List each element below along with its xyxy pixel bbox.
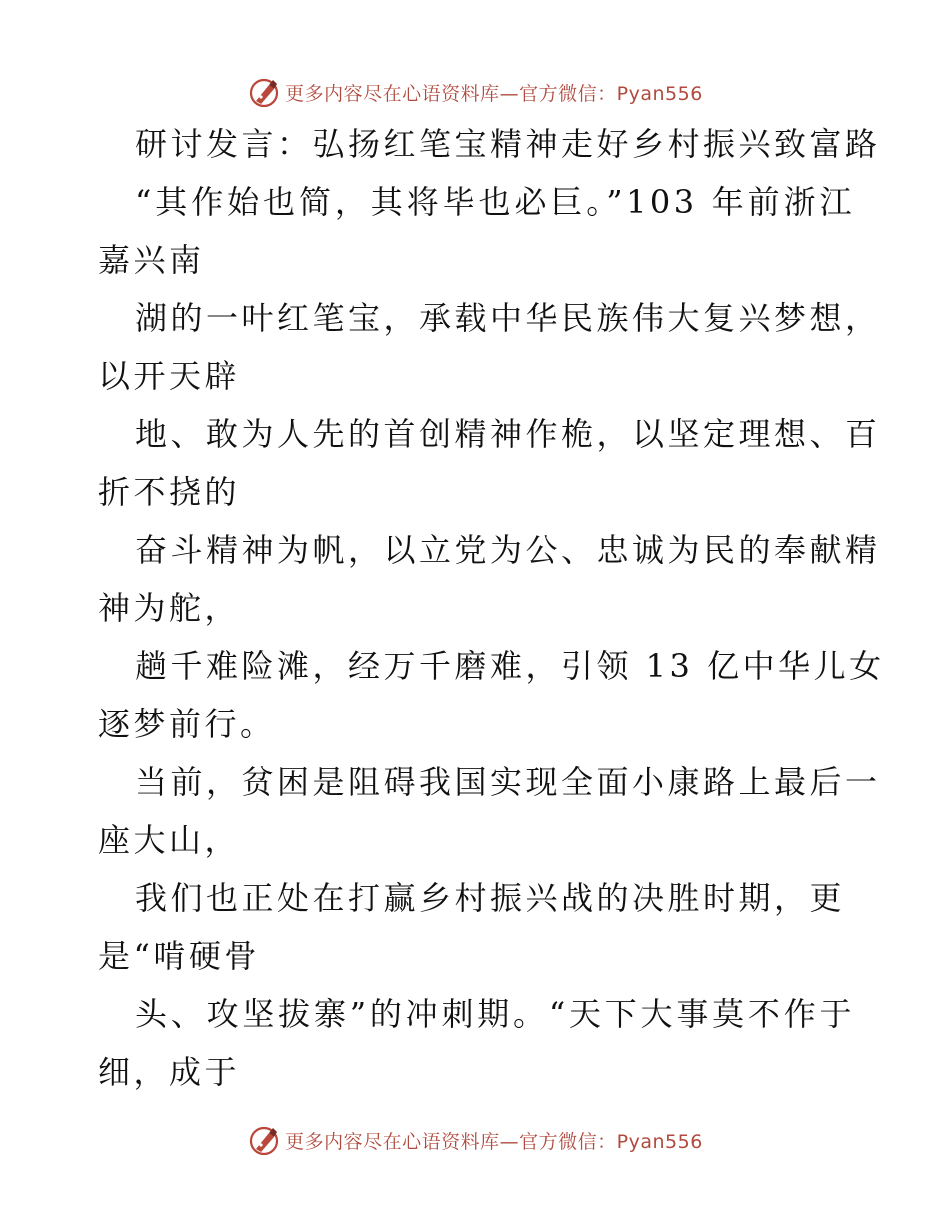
paragraph-line: 逐梦前行。 — [98, 705, 276, 743]
paragraph-line: 是“啃硬骨 — [98, 937, 260, 975]
header-banner-text: 更多内容尽在心语资料库—官方微信：Pyan556 — [285, 82, 703, 105]
paragraph-line: 趟千难险滩，经万千磨难，引领 13 亿中华儿女 — [135, 647, 885, 685]
paragraph-line: 折不挠的 — [98, 473, 241, 511]
red-fountain-pen-logo-icon — [247, 75, 281, 109]
paragraph-line: 嘉兴南 — [98, 241, 205, 279]
footer-banner — [0, 1120, 950, 1160]
paragraph-line: 座大山， — [98, 821, 241, 859]
paragraph-line: 细，成于 — [98, 1053, 241, 1091]
paragraph-line: 头、攻坚拔寨”的冲刺期。“天下大事莫不作于 — [135, 995, 855, 1033]
paragraph-line: 奋斗精神为帆，以立党为公、忠诚为民的奉献精 — [135, 531, 881, 569]
header-banner — [0, 72, 950, 112]
paragraph-line: 神为舵， — [98, 589, 241, 627]
paragraph-line: 以开天辟 — [98, 357, 241, 395]
document-title: 研讨发言：弘扬红笔宝精神走好乡村振兴致富路 — [135, 125, 881, 163]
paragraph-line: “其作始也简，其将毕也必巨。”103 年前浙江 — [135, 183, 855, 221]
paragraph-line: 当前，贫困是阻碍我国实现全面小康路上最后一 — [135, 763, 881, 801]
red-fountain-pen-logo-icon — [247, 1123, 281, 1157]
paragraph-line: 湖的一叶红笔宝，承载中华民族伟大复兴梦想， — [135, 299, 881, 337]
paragraph-line: 我们也正处在打赢乡村振兴战的决胜时期，更 — [135, 879, 846, 917]
paragraph-line: 地、敢为人先的首创精神作桅，以坚定理想、百 — [135, 415, 881, 453]
footer-banner-text: 更多内容尽在心语资料库—官方微信：Pyan556 — [285, 1130, 703, 1153]
